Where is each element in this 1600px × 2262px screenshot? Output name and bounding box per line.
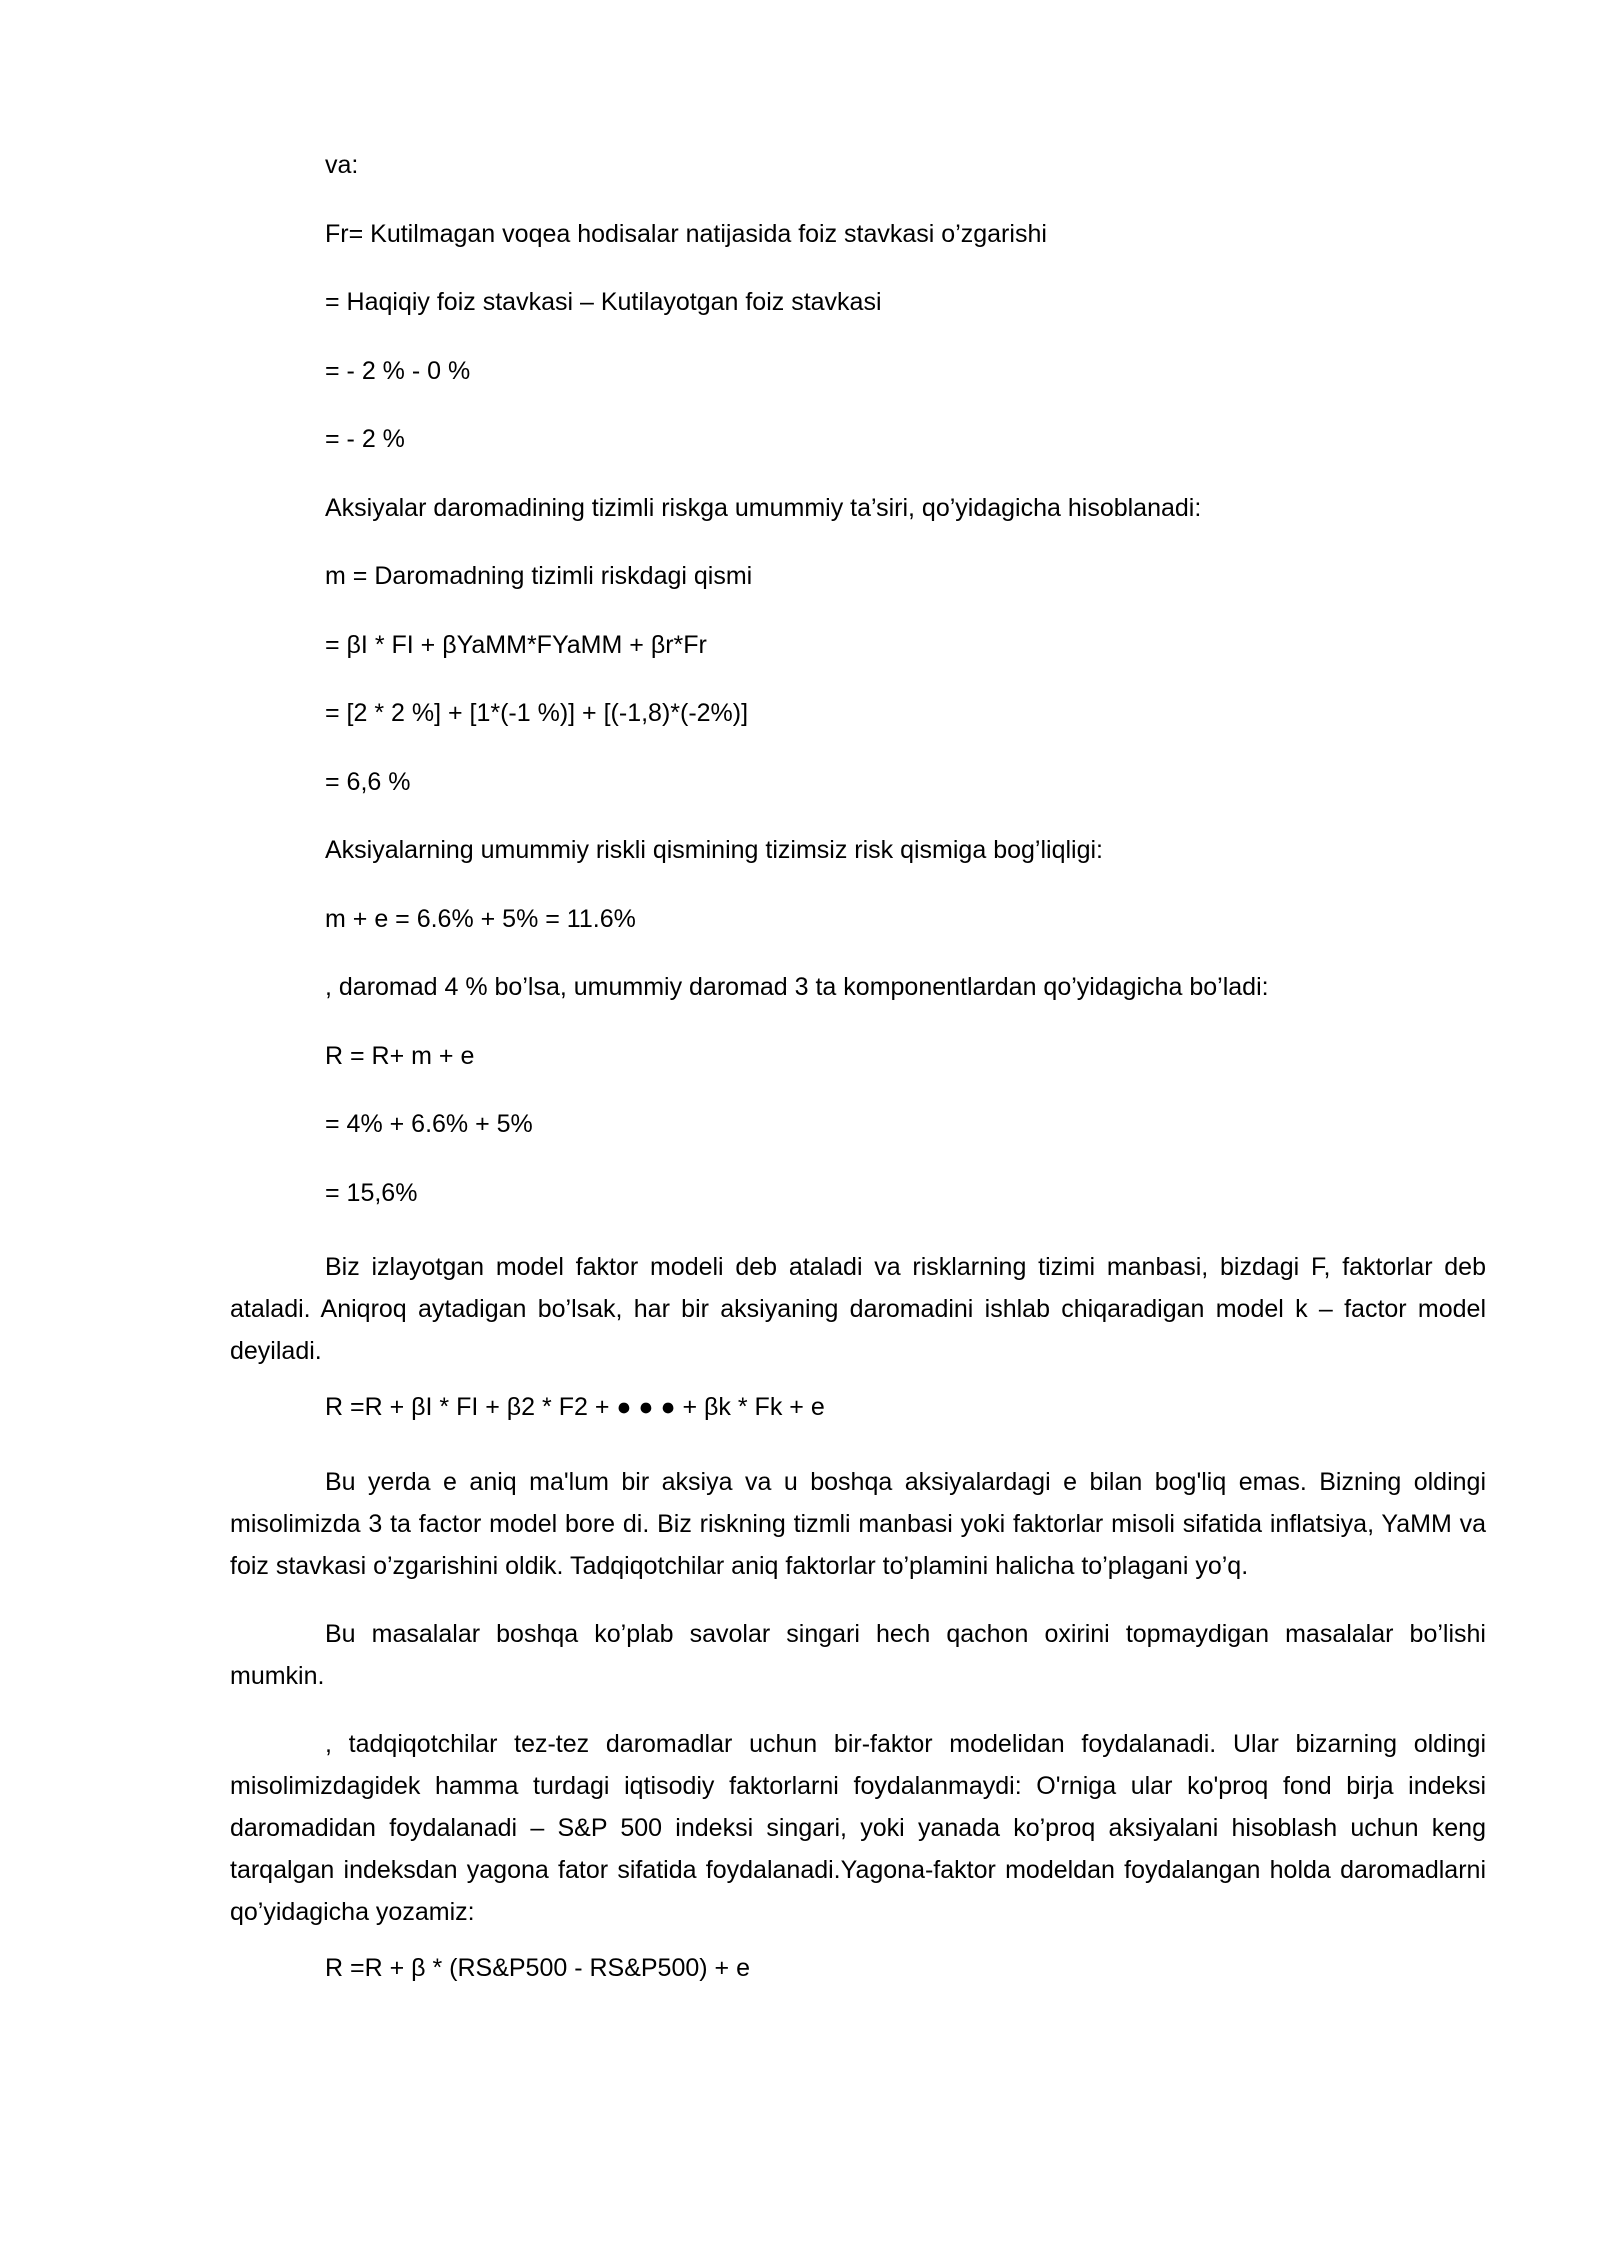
- formula-line: m + e = 6.6% + 5% = 11.6%: [325, 904, 636, 933]
- text-line: Aksiyalarning umummiy riskli qismining tizimsiz risk qismiga bog’liqligi:: [325, 836, 1103, 864]
- formula-line: = - 2 % - 0 %: [325, 356, 471, 385]
- document-body: [230, 150, 1486, 2021]
- paragraph-single-factor: , tadqiqotchilar tez-tez daromadlar uchun bir-faktor modelidan foydalanadi. Ular bizarning oldingi misolimizdagidek hamma turdagi iqtisodiy faktorlarni foydalanmaydi: O'rniga ular ko'proq fond birja indeksi daromadidan foydalanadi – S&P 500 indeksi singari, yoki yanada ko’proq aksiyalani hisoblash uchun keng tarqalgan indeksdan yagona fator sifatida foydalanadi.Yagona-faktor modeldan foydalangan holda daromadlarni qo’yidagicha yozamiz:: [230, 1729, 1486, 1926]
- formula-result: = 6,6 %: [325, 767, 411, 796]
- text-line: Aksiyalar daromadining tizimli riskga umummiy ta’siri, qo’yidagicha hisoblanadi:: [325, 493, 1202, 522]
- formula-result: = - 2 %: [325, 425, 405, 453]
- paragraph-factor-model: Biz izlayotgan model faktor modeli deb ataladi va risklarning tizimi manbasi, bizdagi F, faktorlar deb ataladi. Aniqroq aytadigan bo’lsak, har bir aksiyaning daromadini ishlab chiqaradigan model k – factor model deyiladi.: [230, 1253, 1486, 1365]
- formula-line: = [2 * 2 %] + [1*(-1 %)] + [(-1,8)*(-2%)]: [325, 699, 749, 727]
- paragraph-e-explanation: Bu yerda e aniq ma'lum bir aksiya va u boshqa aksiyalardagi e bilan bog'liq emas. Bizning oldingi misolimizda 3 ta factor model bore di. Biz riskning tizmli manbasi yoki faktorlar misoli sifatida inflatsiya, YaMM va foiz stavkasi o’zgarishini oldik. Tadqiqotchilar aniq faktorlar to’plamini halicha to’plagani yo’q.: [230, 1467, 1486, 1580]
- formula-line: = 4% + 6.6% + 5%: [325, 1110, 533, 1138]
- formula-k-factor: R =R + βI * FI + β2 * F2 + ● ● ● + βk * Fk + e: [325, 1393, 825, 1421]
- formula-line: R = R+ m + e: [325, 1041, 475, 1070]
- formula-single-factor: R =R + β * (RS&P500 - RS&P500) + e: [325, 1953, 750, 1982]
- text-line: , daromad 4 % bo’lsa, umummiy daromad 3 ta komponentlardan qo’yidagicha bo’ladi:: [325, 973, 1269, 1001]
- text-line-va: va:: [325, 151, 359, 179]
- paragraph-questions: Bu masalalar boshqa ko’plab savolar singari hech qachon oxirini topmaydigan masalalar bo’lishi mumkin.: [230, 1619, 1486, 1690]
- formula-result: = 15,6%: [325, 1178, 418, 1207]
- formula-line: = βI * FI + βYaMM*FYaMM + βr*Fr: [325, 630, 707, 659]
- formula-line: = Haqiqiy foiz stavkasi – Kutilayotgan foiz stavkasi: [325, 288, 882, 316]
- definition-m: m = Daromadning tizimli riskdagi qismi: [325, 562, 753, 590]
- definition-fr: Fr= Kutilmagan voqea hodisalar natijasida foiz stavkasi o’zgarishi: [325, 219, 1047, 248]
